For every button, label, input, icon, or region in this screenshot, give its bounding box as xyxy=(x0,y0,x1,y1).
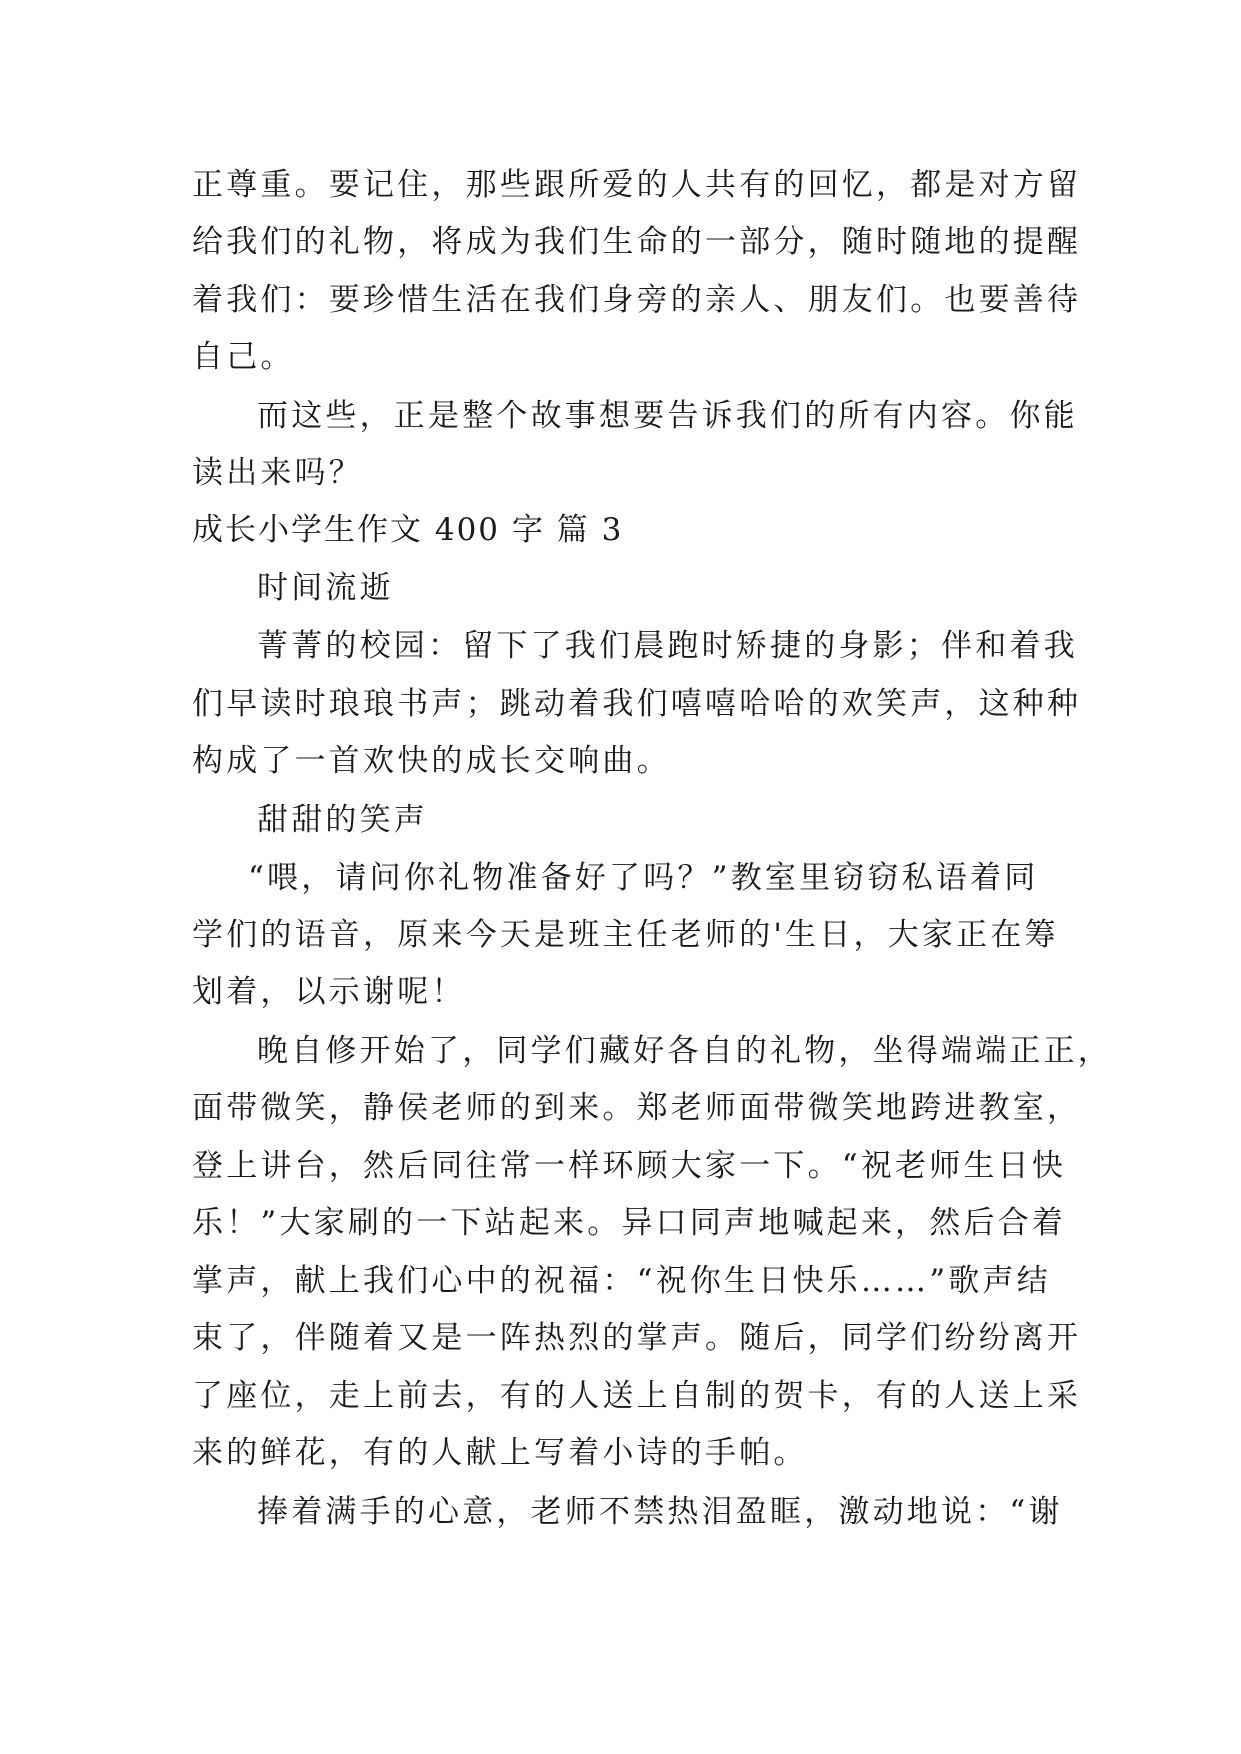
paragraph-first-line: 捧着满手的心意，老师不禁热泪盈眶，激动地说：“谢 xyxy=(257,1494,1063,1530)
text-line: 划着，以示谢呢！ xyxy=(192,974,466,1010)
text-line: 们早读时琅琅书声；跳动着我们嘻嘻哈哈的欢笑声，这种种 xyxy=(192,686,1082,722)
text-line: 学们的语音，原来今天是班主任老师的'生日，大家正在筹 xyxy=(192,917,1059,953)
text-line: 登上讲台，然后同往常一样环顾大家一下。“祝老师生日快 xyxy=(192,1148,1067,1184)
paragraph-first-line: 而这些，正是整个故事想要告诉我们的所有内容。你能 xyxy=(257,398,1078,434)
paragraph-first-line: “喂，请问你礼物准备好了吗？”教室里窃窃私语着同 xyxy=(248,860,1039,896)
text-line: 构成了一首欢快的成长交响曲。 xyxy=(192,743,671,779)
text-line: 面带微笑，静侯老师的到来。郑老师面带微笑地跨进教室， xyxy=(192,1090,1082,1126)
text-line: 给我们的礼物，将成为我们生命的一部分，随时随地的提醒 xyxy=(192,224,1082,260)
paragraph-first-line: 晚自修开始了，同学们藏好各自的礼物，坐得端端正正， xyxy=(257,1033,1112,1069)
text-line: 正尊重。要记住，那些跟所爱的人共有的回忆，都是对方留 xyxy=(192,167,1082,203)
text-line: 读出来吗？ xyxy=(192,455,363,491)
text-line: 束了，伴随着又是一阵热烈的掌声。随后，同学们纷纷离开 xyxy=(192,1320,1082,1356)
subheading: 甜甜的笑声 xyxy=(257,802,428,838)
subheading: 时间流逝 xyxy=(257,570,394,606)
text-line: 乐！”大家刷的一下站起来。异口同声地喊起来，然后合着 xyxy=(192,1205,1067,1241)
text-line: 了座位，走上前去，有的人送上自制的贺卡，有的人送上采 xyxy=(192,1378,1082,1414)
text-line: 自己。 xyxy=(192,339,295,375)
text-line: 掌声，献上我们心中的祝福：“祝你生日快乐……”歌声结 xyxy=(192,1263,1051,1299)
text-line: 来的鲜花，有的人献上写着小诗的手帕。 xyxy=(192,1435,808,1471)
section-heading: 成长小学生作文 400 字 篇 3 xyxy=(192,512,624,548)
paragraph-first-line: 菁菁的校园：留下了我们晨跑时矫捷的身影；伴和着我 xyxy=(257,628,1078,664)
text-line: 着我们：要珍惜生活在我们身旁的亲人、朋友们。也要善待 xyxy=(192,282,1082,318)
